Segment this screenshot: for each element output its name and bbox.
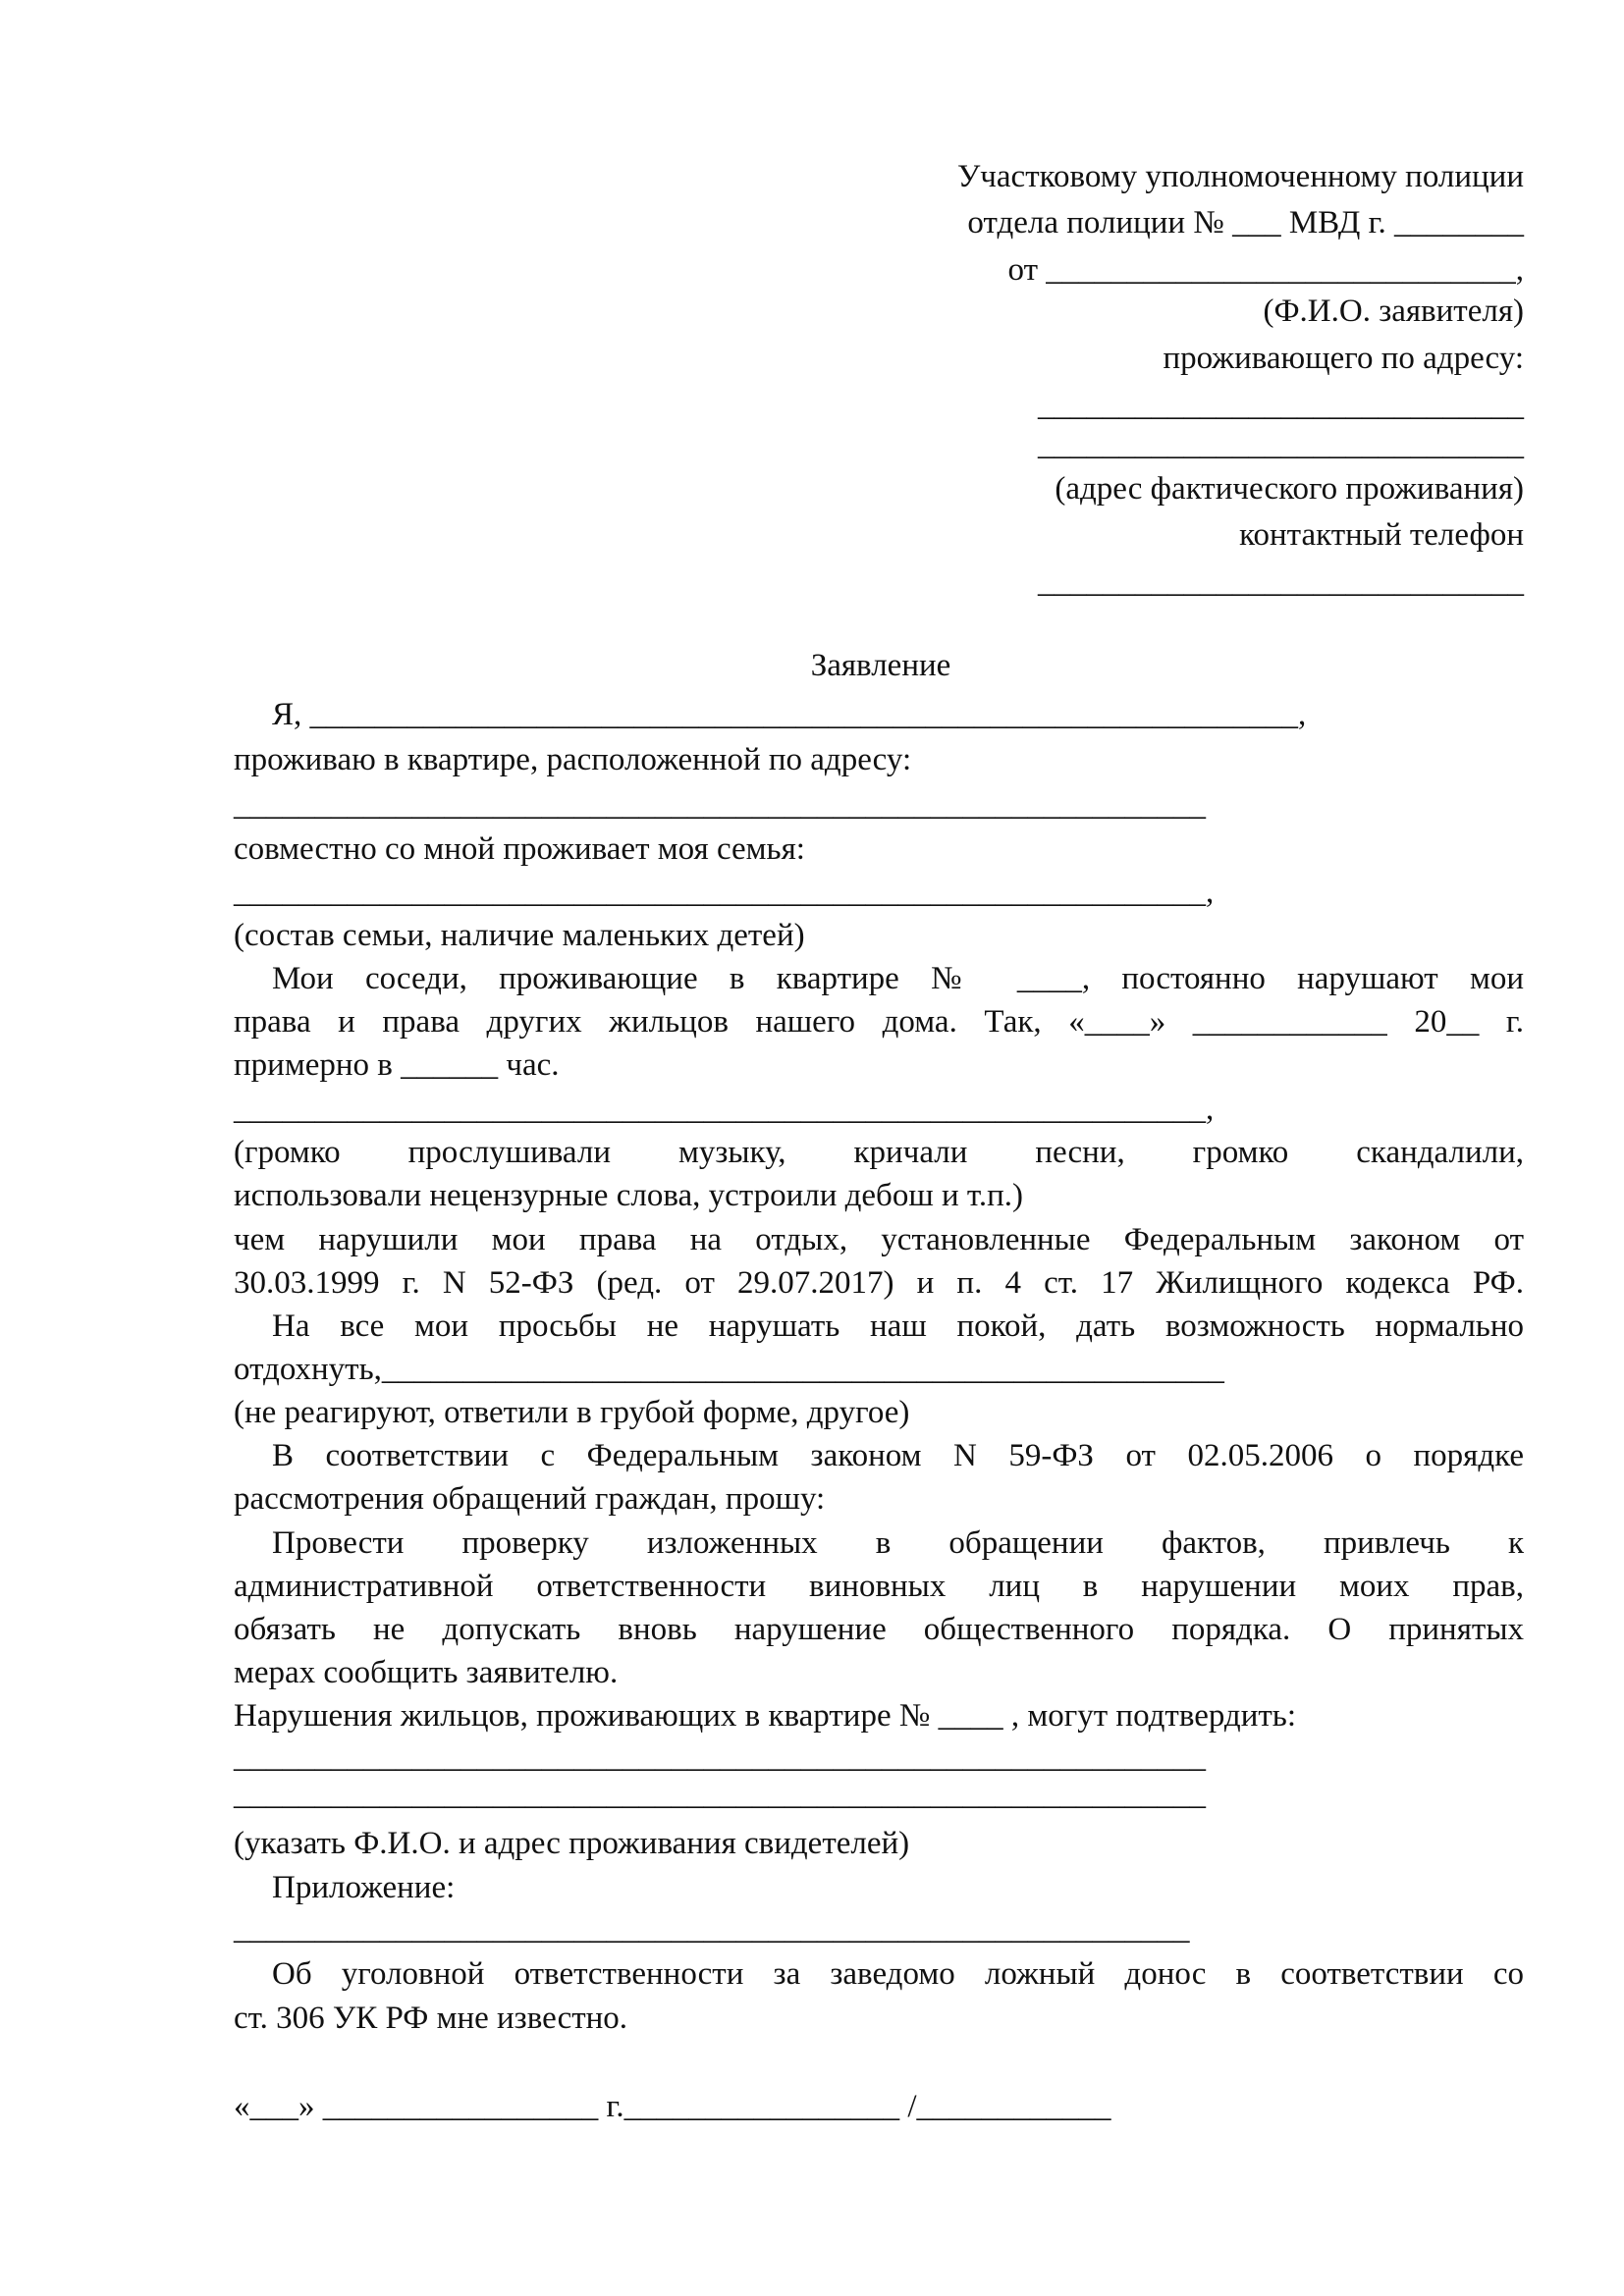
body-line-21: административной ответственности виновных лиц в нарушении моих прав, <box>234 1569 1524 1604</box>
body-line-16: отдохнуть,____________________________________________________ <box>234 1352 1224 1387</box>
body-line-5: ____________________________________________________________, <box>234 875 1215 910</box>
police-department-line: отдела полиции № ___ МВД г. ________ <box>967 205 1524 240</box>
body-line-19: рассмотрения обращений граждан, прошу: <box>234 1481 826 1517</box>
body-line-7: Мои соседи, проживающие в квартире № ____, постоянно нарушают мои <box>272 961 1524 996</box>
body-line-17: (не реагируют, ответили в грубой форме, другое) <box>234 1395 910 1430</box>
addressee-line: Участковому уполномоченному полиции <box>956 159 1524 194</box>
body-line-13: чем нарушили мои права на отдых, установленные Федеральным законом от <box>234 1222 1524 1257</box>
phone-line: ______________________________ <box>1038 564 1524 600</box>
body-line-8: права и права других жильцов нашего дома. Так, «____» ____________ 20__ г. <box>234 1004 1524 1040</box>
from-line: от _____________________________, <box>1007 252 1524 288</box>
body-line-12: использовали нецензурные слова, устроили дебош и т.п.) <box>234 1178 1024 1213</box>
body-line-10: ____________________________________________________________, <box>234 1092 1215 1127</box>
applicant-name-hint: (Ф.И.О. заявителя) <box>1263 294 1524 329</box>
body-line-4: совместно со мной проживает моя семья: <box>234 831 805 867</box>
body-line-11: (громко прослушивали музыку, кричали песни, громко скандалили, <box>234 1135 1524 1170</box>
body-line-14: 30.03.1999 г. N 52-ФЗ (ред. от 29.07.2017) и п. 4 ст. 17 Жилищного кодекса РФ. <box>234 1265 1524 1301</box>
body-line-23: мерах сообщить заявителю. <box>234 1655 619 1690</box>
attachment-label: Приложение: <box>272 1870 456 1905</box>
body-line-3: ____________________________________________________________ <box>234 787 1206 823</box>
body-line-26: ____________________________________________________________ <box>234 1777 1206 1812</box>
body-line-9: примерно в ______ час. <box>234 1047 560 1083</box>
body-line-24: Нарушения жильцов, проживающих в квартире № ____ , могут подтвердить: <box>234 1698 1297 1734</box>
body-line-18: В соответствии с Федеральным законом N 59-ФЗ от 02.05.2006 о порядке <box>272 1438 1524 1473</box>
residence-label: проживающего по адресу: <box>1163 341 1524 376</box>
body-line-31: ст. 306 УК РФ мне известно. <box>234 2001 628 2036</box>
document-title: Заявление <box>810 648 951 683</box>
body-line-6: (состав семьи, наличие маленьких детей) <box>234 918 805 953</box>
body-line-30: Об уголовной ответственности за заведомо ложный донос в соответствии со <box>272 1956 1524 1992</box>
attachment-line: ___________________________________________________________ <box>234 1911 1190 1947</box>
address-line-1: ______________________________ <box>1038 388 1524 423</box>
body-line-20: Провести проверку изложенных в обращении фактов, привлечь к <box>272 1525 1524 1561</box>
phone-label: контактный телефон <box>1239 517 1524 553</box>
address-hint: (адрес фактического проживания) <box>1055 471 1524 507</box>
body-line-27: (указать Ф.И.О. и адрес проживания свидетелей) <box>234 1826 910 1861</box>
body-line-2: проживаю в квартире, расположенной по адресу: <box>234 742 912 777</box>
signature-date-line: «___» _________________ г._________________ /____________ <box>234 2089 1111 2124</box>
body-line-15: На все мои просьбы не нарушать наш покой, дать возможность нормально <box>272 1308 1524 1344</box>
body-line-25: ____________________________________________________________ <box>234 1739 1206 1775</box>
address-line-2: ______________________________ <box>1038 427 1524 462</box>
body-line-1: Я, _____________________________________________________________, <box>272 697 1307 732</box>
body-line-22: обязать не допускать вновь нарушение общественного порядка. О принятых <box>234 1612 1524 1647</box>
